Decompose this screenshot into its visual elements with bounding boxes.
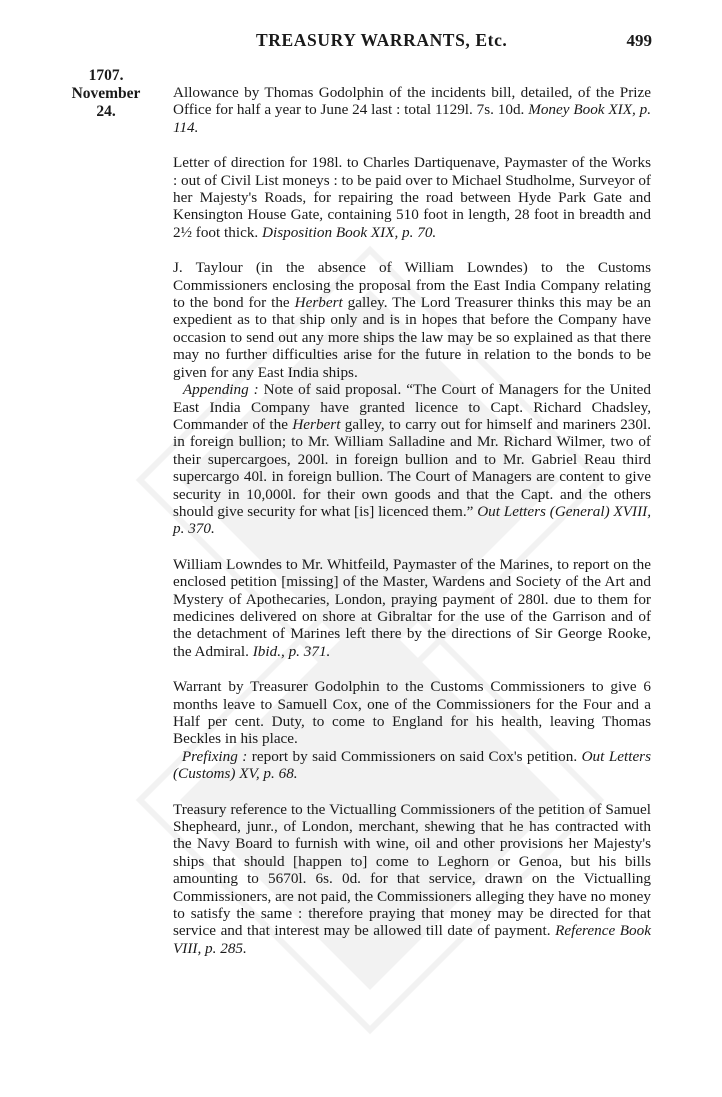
margin-year: 1707. <box>88 67 124 84</box>
entry-text <box>173 84 651 136</box>
entry-shepheard-petition <box>173 801 651 958</box>
entry-body: Allowance by Thomas Godolphin of the incidents bill, detailed, of the Prize Office for half a year to June 24 last : total 1129l. 7s. 10d. <box>173 84 651 119</box>
margin-date <box>62 67 162 121</box>
entry-body: Warrant by Treasurer Godolphin to the Customs Commissioners to give 6 months leave to Samuell Cox, one of the Commissioners for the Four and a Half per cent. Duty, to come to England for his health, leaving Thomas Beckles in his place. <box>173 678 651 748</box>
entry-text <box>173 259 651 381</box>
entry-appendix <box>173 381 651 538</box>
appendix-lead: Appending : <box>182 381 259 399</box>
prefix-body: report by said Commissioners on said Cox's petition. <box>251 747 578 765</box>
prefix-lead: Prefixing : <box>181 747 248 765</box>
entry-reference: Reference Book VIII, p. 285. <box>173 922 651 957</box>
entry-cox-leave <box>173 678 651 782</box>
entry-road-repair <box>173 154 651 241</box>
entry-east-india-bond <box>173 259 651 538</box>
ship-name: Herbert <box>292 415 341 433</box>
page-number: 499 <box>626 31 652 50</box>
margin-day: 24. <box>96 103 116 120</box>
entry-body: William Lowndes to Mr. Whitfeild, Paymaster of the Marines, to report on the enclosed petition [missing] of the Master, Wardens and Society of the Art and Mystery of Apothecaries, London, praying payment of 280l. due to them for medicines delivered on shore at Gibraltar for the use of the Garrison and of the detachment of Marines left there by the directions of Sir George Rooke, the Admiral. <box>173 555 651 660</box>
entry-text <box>173 678 651 748</box>
entry-prize-office-allowance <box>173 84 651 136</box>
entry-reference: Out Letters (General) XVIII, p. 370. <box>173 502 651 538</box>
entry-body-cont: galley. The Lord Treasurer thinks this may be an expedient as to that ship only and is in hopes that before the Company have occasion to send out any more ships the law may be so explained as that there may no further difficulties arise for the future in relation to the bonds to be given for any East India ships. <box>173 294 652 381</box>
ship-name: Herbert <box>294 294 343 312</box>
entry-text <box>173 556 651 660</box>
entry-text <box>173 801 651 958</box>
entry-reference: Out Letters (Customs) XV, p. 68. <box>173 747 652 783</box>
appendix-body: Note of said proposal. “The Court of Managers for the United East India Company have granted licence to Capt. Richard Chadsley, Commander of the <box>173 381 651 433</box>
entry-apothecaries-petition <box>173 556 651 660</box>
running-title: TREASURY WARRANTS, Etc. <box>256 30 508 50</box>
entry-body: Treasury reference to the Victualling Commissioners of the petition of Samuel Shepheard, junr., of London, merchant, shewing that he has contracted with the Navy Board to furnish with wine, oil and other provisions her Majesty's ships that should [happen to] come to Leghorn or Genoa, but his bills amounting to 5670l. 6s. 0d. for that service, drawn on the Victualling Commissioners, are not paid, the Commissioners alleging they have no money to satisfy the same : therefore praying that money may be directed for that service and that interest may be allowed till date of payment. <box>173 800 651 940</box>
entry-body: J. Taylour (in the absence of William Lowndes) to the Customs Commissioners enclosing the proposal from the East India Company relating to the bond for the <box>173 259 651 312</box>
page-header <box>0 30 722 60</box>
appendix-body-cont: galley, to carry out for himself and mariners 230l. in foreign bullion; to Mr. William Salladine and Mr. Richard Wilmer, two of their supercargoes, 200l. in foreign bullion and to Mr. Gabriel Reau third supercargo 40l. in foreign bullion. The Court of Managers are content to give security in 10,000l. for their own goods and that the Capt. and the others should give security for what [is] licenced them.” <box>173 415 652 520</box>
entry-text <box>173 154 651 241</box>
entry-reference: Ibid., p. 371. <box>252 642 331 660</box>
entry-prefix <box>173 748 651 783</box>
entry-body: Letter of direction for 198l. to Charles Dartiquenave, Paymaster of the Works : out of Civil List moneys : to be paid over to Michael Studholme, Surveyor of her Majesty's Roads, for repairing the road between Hyde Park Gate and Kensington House Gate, containing 510 foot in length, 28 foot in breadth and 2½ foot thick. <box>173 154 651 241</box>
entry-reference: Disposition Book XIX, p. 70. <box>262 223 437 241</box>
margin-month: November <box>71 85 141 102</box>
entries-column <box>173 84 651 975</box>
entry-reference: Money Book XIX, p. 114. <box>173 101 652 136</box>
